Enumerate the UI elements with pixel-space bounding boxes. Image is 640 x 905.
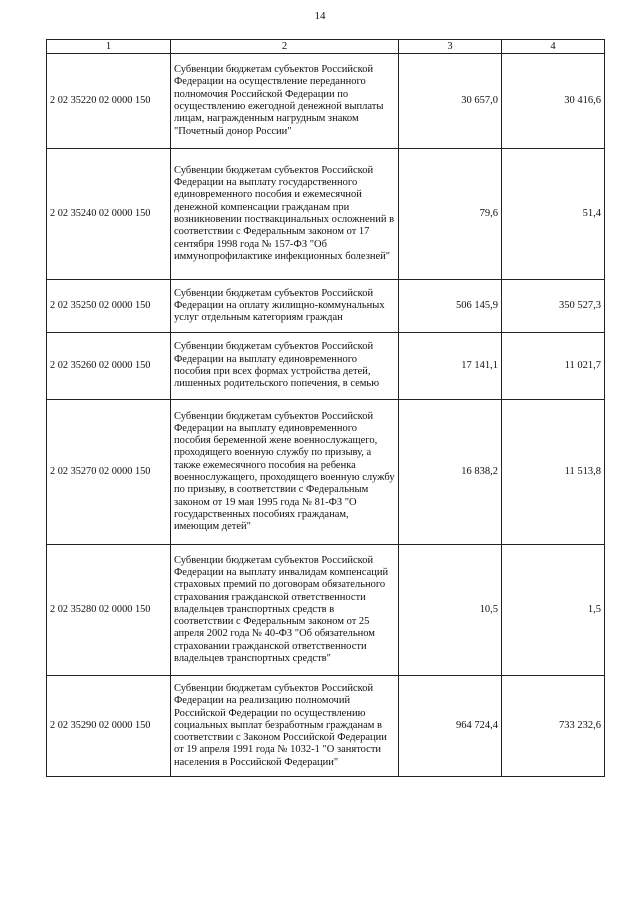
budget-code-cell: 2 02 35240 02 0000 150 — [47, 149, 171, 280]
value-column-3-cell: 17 141,1 — [399, 333, 502, 400]
value-column-3-cell: 79,6 — [399, 149, 502, 280]
value-column-4-cell: 11 513,8 — [502, 400, 605, 545]
budget-code-cell: 2 02 35270 02 0000 150 — [47, 400, 171, 545]
value-column-3-cell: 10,5 — [399, 545, 502, 676]
description-cell: Субвенции бюджетам субъектов Российской Федерации на выплату единовременного пособия беременной жене военнослужащего, проходящего военную службу по призыву, а также ежемесячного пособия на ребенка военнослужащего, проходящего военную службу по призыву, в соответствии с Федеральным законом от 19 мая 1995 года № 81-ФЗ "О государственных пособиях гражданам, имеющим детей" — [171, 400, 399, 545]
table-row — [47, 280, 605, 333]
value-column-3-cell: 16 838,2 — [399, 400, 502, 545]
table-row — [47, 149, 605, 280]
value-column-4-cell: 1,5 — [502, 545, 605, 676]
page-number: 14 — [314, 10, 326, 22]
table-row — [47, 545, 605, 676]
value-column-3-cell: 30 657,0 — [399, 54, 502, 149]
budget-code-cell: 2 02 35250 02 0000 150 — [47, 280, 171, 333]
header-cell-3: 3 — [399, 40, 502, 54]
value-column-4-cell: 30 416,6 — [502, 54, 605, 149]
budget-code-cell: 2 02 35290 02 0000 150 — [47, 676, 171, 777]
table-row — [47, 54, 605, 149]
table-row — [47, 400, 605, 545]
description-cell: Субвенции бюджетам субъектов Российской Федерации на выплату единовременного пособия при всех формах устройства детей, лишенных родительского попечения, в семью — [171, 333, 399, 400]
description-cell: Субвенции бюджетам субъектов Российской Федерации на выплату государственного единовременного пособия и ежемесячной денежной компенсации гражданам при возникновении поствакцинальных осложнений в соответствии с Федеральным законом от 17 сентября 1998 года № 157-ФЗ "Об иммунопрофилактике инфекционных болезней" — [171, 149, 399, 280]
value-column-4-cell: 350 527,3 — [502, 280, 605, 333]
budget-code-cell: 2 02 35220 02 0000 150 — [47, 54, 171, 149]
budget-code-cell: 2 02 35260 02 0000 150 — [47, 333, 171, 400]
description-cell: Субвенции бюджетам субъектов Российской Федерации на осуществление переданного полномочия Российской Федерации по осуществлению ежегодной денежной выплаты лицам, награжденным нагрудным знаком "Почетный донор России" — [171, 54, 399, 149]
table-row — [47, 333, 605, 400]
table-header-row — [47, 40, 605, 54]
header-cell-4: 4 — [502, 40, 605, 54]
budget-table — [46, 39, 605, 777]
description-cell: Субвенции бюджетам субъектов Российской Федерации на реализацию полномочий Российской Федерации по осуществлению социальных выплат безработным гражданам в соответствии с Законом Российской Федерации от 19 апреля 1991 года № 1032-1 "О занятости населения в Российской Федерации" — [171, 676, 399, 777]
description-cell: Субвенции бюджетам субъектов Российской Федерации на выплату инвалидам компенсаций страховых премий по договорам обязательного страхования гражданской ответственности владельцев транспортных средств в соответствии с Федеральным законом от 25 апреля 2002 года № 40-ФЗ "Об обязательном страховании гражданской ответственности владельцев транспортных средств" — [171, 545, 399, 676]
value-column-3-cell: 964 724,4 — [399, 676, 502, 777]
table-row — [47, 676, 605, 777]
value-column-4-cell: 11 021,7 — [502, 333, 605, 400]
value-column-4-cell: 733 232,6 — [502, 676, 605, 777]
header-cell-2: 2 — [171, 40, 399, 54]
budget-code-cell: 2 02 35280 02 0000 150 — [47, 545, 171, 676]
value-column-4-cell: 51,4 — [502, 149, 605, 280]
value-column-3-cell: 506 145,9 — [399, 280, 502, 333]
description-cell: Субвенции бюджетам субъектов Российской Федерации на оплату жилищно-коммунальных услуг отдельным категориям граждан — [171, 280, 399, 333]
header-cell-1: 1 — [47, 40, 171, 54]
